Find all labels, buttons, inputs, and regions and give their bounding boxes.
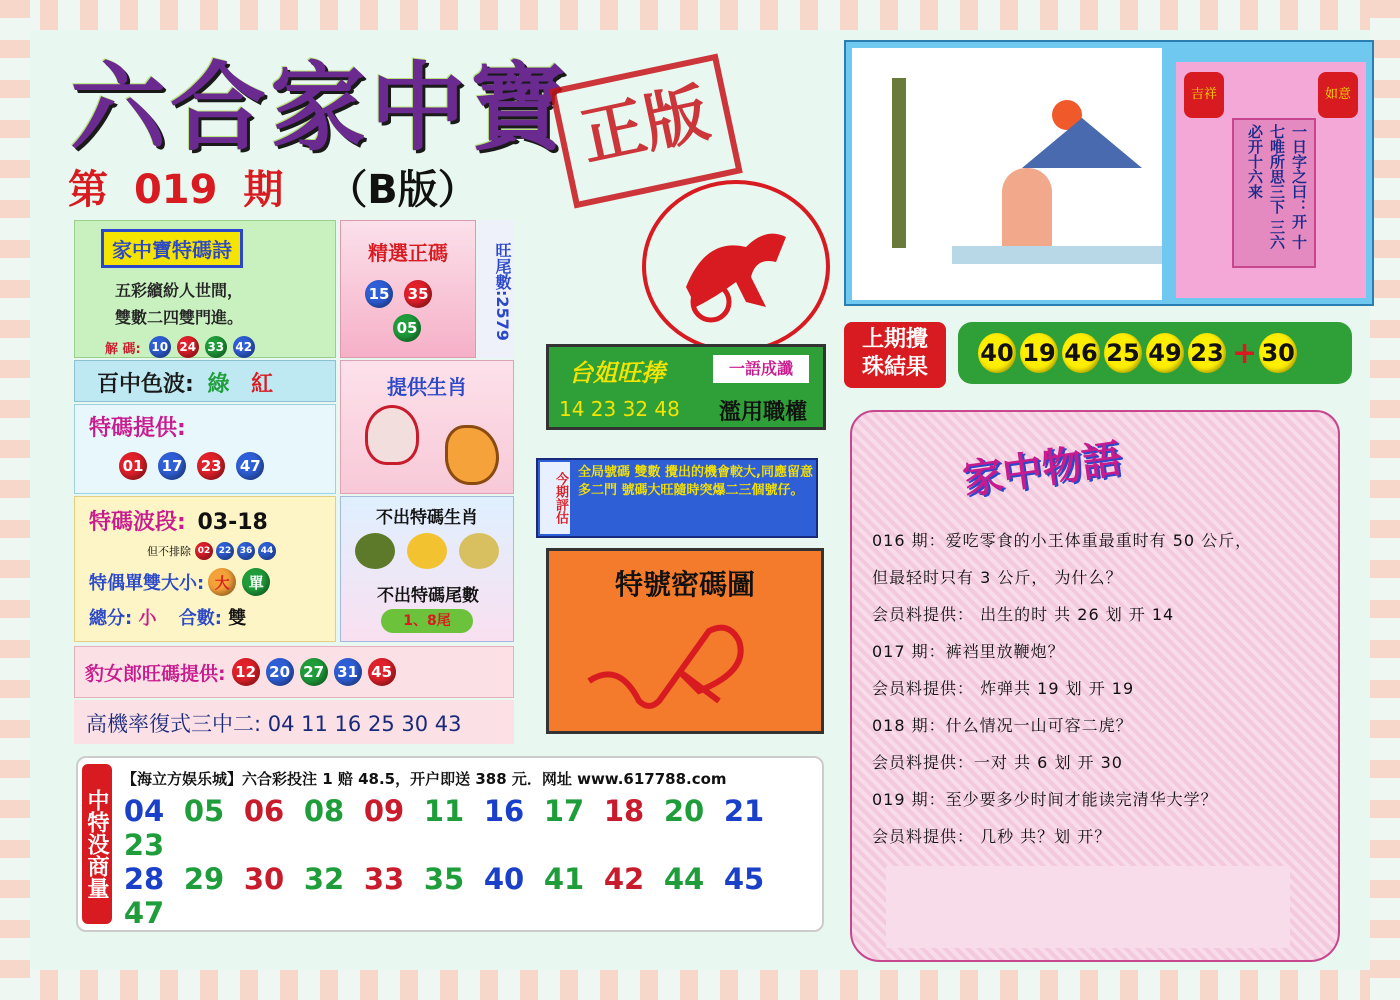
ox-icon <box>365 405 419 465</box>
paper-cut-horse-emblem <box>642 180 830 353</box>
edition-label: （B版） <box>327 167 478 213</box>
riddle-line: 但最轻时只有 3 公斤， 为什么？ <box>872 568 1123 587</box>
result-ball: 46 <box>1062 333 1100 373</box>
number-cell: 29 <box>183 862 225 896</box>
number-cell: 16 <box>483 794 525 828</box>
taiwan-title: 台姐旺捧 <box>569 359 665 387</box>
decorative-border-bottom <box>0 970 1400 1000</box>
leopard-ball: 45 <box>368 658 396 686</box>
exclude-ball: 22 <box>216 542 234 560</box>
number-cell: 08 <box>303 794 345 828</box>
secret-drawing-icon <box>579 611 779 721</box>
range-value: 03-18 <box>197 510 268 535</box>
horse-icon <box>666 207 806 327</box>
snake-icon <box>355 533 395 569</box>
evaluation-text: 全局號碼 雙數 攪出的機會較大,同應留意 多二門 號碼大旺隨時突爆二三個號仔。 <box>578 465 813 498</box>
number-cell: 04 <box>123 794 165 828</box>
number-cell: 30 <box>243 862 285 896</box>
decorative-border-left <box>0 0 30 1000</box>
range-label: 特碼波段: <box>89 510 186 535</box>
number-cell: 21 <box>723 794 765 828</box>
number-cell: 09 <box>363 794 405 828</box>
poem-panel <box>74 220 336 358</box>
riddle-line: 会员料提供：一对 共 6 划 开 30 <box>872 753 1123 772</box>
result-plus: + <box>1232 335 1258 371</box>
number-cell: 33 <box>363 862 405 896</box>
result-ball: 49 <box>1146 333 1184 373</box>
leopard-label: 豹女郎旺碼提供: <box>85 662 226 685</box>
leopard-ball: 12 <box>232 658 260 686</box>
riddle-line: 017 期：裤裆里放鞭炮？ <box>872 642 1065 661</box>
special-code-panel <box>74 404 336 494</box>
sum-label: 合數: <box>178 608 222 629</box>
riddle-line: 018 期：什么情况一山可容二虎？ <box>872 716 1133 735</box>
mountain-icon <box>1022 118 1142 168</box>
result-ball: 23 <box>1188 333 1226 373</box>
range-panel <box>74 496 336 642</box>
dog-icon <box>407 533 447 569</box>
sum-value: 雙 <box>228 608 247 629</box>
poem-line-1: 五彩繽紛人世間， <box>115 281 244 300</box>
poem-line-2: 雙數二四雙門進。 <box>115 308 244 327</box>
riddle-line: 016 期：爱吃零食的小王体重最重时有 50 公斤， <box>872 531 1253 550</box>
selected-title: 精選正碼 <box>368 241 448 265</box>
riddle-line: 会员料提供： 几秒 共？划 开？ <box>872 827 1112 846</box>
single-ball: 單 <box>242 568 270 596</box>
number-cell: 45 <box>723 862 765 896</box>
odd-even-label: 特偶單雙大小: <box>89 573 205 594</box>
evaluation-label: 今期評估 <box>540 462 570 534</box>
color-wave-label: 百中色波: <box>97 372 194 397</box>
riddle-blank-area <box>886 866 1290 948</box>
leopard-ball: 31 <box>334 658 362 686</box>
rat-icon <box>459 533 499 569</box>
number-cell: 18 <box>603 794 645 828</box>
riddle-line: 019 期：至少要多少时间才能读完清华大学？ <box>872 790 1218 809</box>
special-code-label: 特碼提供: <box>89 416 186 441</box>
decode-ball: 10 <box>149 336 171 358</box>
selected-numbers-panel <box>340 220 476 358</box>
no-special-panel <box>340 496 514 642</box>
selected-ball: 05 <box>393 314 421 342</box>
result-ball: 19 <box>1020 333 1058 373</box>
no-talk-side-label: 中特没商量 <box>82 764 112 924</box>
palm-tree-icon <box>892 78 906 248</box>
picture-panel <box>844 40 1374 306</box>
ad-text: 【海立方娱乐城】六合彩投注 1 赔 48.5，开户即送 388 元．网址 www.617788.com <box>122 770 727 788</box>
hot-tail-panel <box>478 220 514 358</box>
high-rate-panel <box>74 700 514 744</box>
exclude-ball: 02 <box>195 542 213 560</box>
hot-tail-label: 旺尾數: <box>493 241 512 296</box>
scroll-illustration <box>1176 62 1366 298</box>
number-cell: 35 <box>423 862 465 896</box>
secret-code-panel <box>546 548 824 734</box>
number-cell: 47 <box>123 896 165 930</box>
number-cell: 32 <box>303 862 345 896</box>
last-result-balls <box>958 322 1352 384</box>
total-label: 總分: <box>89 608 133 629</box>
leopard-ball: 27 <box>300 658 328 686</box>
taiwan-numbers: 14 23 32 48 <box>559 397 680 421</box>
decode-row <box>105 336 335 358</box>
number-cell: 17 <box>543 794 585 828</box>
poem-title: 家中寶特碼詩 <box>101 229 243 268</box>
number-cell: 06 <box>243 794 285 828</box>
exclude-ball: 44 <box>258 542 276 560</box>
number-row-1 <box>114 794 822 862</box>
riddle-line: 会员料提供： 炸弹共 19 划 开 19 <box>872 679 1135 698</box>
decode-label: 解 碼: <box>105 341 141 357</box>
number-cell: 40 <box>483 862 525 896</box>
decode-ball: 24 <box>177 336 199 358</box>
taiwan-phrase: 濫用職權 <box>719 400 808 425</box>
selected-ball: 15 <box>365 280 393 308</box>
result-ball: 25 <box>1104 333 1142 373</box>
riddle-panel <box>850 410 1340 962</box>
high-rate-numbers: 04 11 16 25 30 43 <box>267 712 462 736</box>
decorative-border-right <box>1370 0 1400 1000</box>
zodiac-panel <box>340 360 514 494</box>
no-special-subtitle: 不出特碼尾數 <box>377 586 479 606</box>
no-talk-panel <box>76 756 824 932</box>
riddle-lines <box>872 528 1332 861</box>
leopard-ball: 20 <box>266 658 294 686</box>
taiwan-motto: 一語成讖 <box>713 355 809 383</box>
total-value: 小 <box>138 608 157 629</box>
color-wave-value-green: 綠 <box>207 372 230 397</box>
number-cell: 44 <box>663 862 705 896</box>
color-wave-panel <box>74 360 336 402</box>
no-special-title: 不出特碼生肖 <box>376 508 478 528</box>
big-ball: 大 <box>208 568 236 596</box>
exclude-label: 但不排除 <box>147 545 191 558</box>
result-special-ball: 30 <box>1259 333 1297 373</box>
issue-prefix: 第 <box>68 167 108 213</box>
lantern-left: 吉祥 <box>1184 72 1224 118</box>
last-result-label-line2: 珠結果 <box>861 355 928 380</box>
issue-suffix: 期 <box>243 167 284 213</box>
number-row-2 <box>114 862 822 930</box>
last-result-label <box>844 322 946 388</box>
decode-ball: 33 <box>205 336 227 358</box>
decode-ball: 42 <box>233 336 255 358</box>
issue-number: 019 <box>133 167 218 213</box>
high-rate-label: 高機率復式三中二: <box>86 712 262 736</box>
scenery-illustration <box>852 48 1162 300</box>
exclude-ball: 36 <box>237 542 255 560</box>
riddle-line: 会员料提供： 出生的时 共 26 划 开 14 <box>872 605 1175 624</box>
number-cell: 28 <box>123 862 165 896</box>
secret-title: 特號密碼圖 <box>614 568 755 601</box>
authentic-stamp: 正版 <box>549 53 743 208</box>
color-wave-value-red: 紅 <box>251 372 274 397</box>
number-cell: 05 <box>183 794 225 828</box>
scroll-text: 一日字之曰：开 十七唯所思三下 三六必开十六来 <box>1232 118 1316 268</box>
taiwan-panel <box>546 344 826 430</box>
result-ball: 40 <box>978 333 1016 373</box>
number-cell: 41 <box>543 862 585 896</box>
rooster-icon <box>445 425 499 485</box>
special-ball: 47 <box>236 452 264 480</box>
leopard-panel <box>74 646 514 698</box>
page-title: 六合家中寶 <box>70 51 570 164</box>
number-cell: 23 <box>123 828 165 862</box>
no-special-tail: 1、8尾 <box>381 609 473 633</box>
selected-ball: 35 <box>404 280 432 308</box>
lantern-right: 如意 <box>1318 72 1358 118</box>
hot-tail-digits: 2579 <box>493 295 512 341</box>
issue-line <box>68 158 478 215</box>
number-cell: 11 <box>423 794 465 828</box>
special-ball: 23 <box>197 452 225 480</box>
person-figure-icon <box>1002 168 1052 258</box>
zodiac-title: 提供生肖 <box>387 375 467 399</box>
riddle-title: 家中物語 <box>960 436 1125 504</box>
decorative-border-top <box>0 0 1400 30</box>
last-result-label-line1: 上期攪 <box>861 327 928 352</box>
special-ball: 01 <box>119 452 147 480</box>
special-ball: 17 <box>158 452 186 480</box>
number-cell: 42 <box>603 862 645 896</box>
evaluation-panel <box>536 458 818 538</box>
wall-icon <box>952 246 1162 264</box>
number-cell: 20 <box>663 794 705 828</box>
